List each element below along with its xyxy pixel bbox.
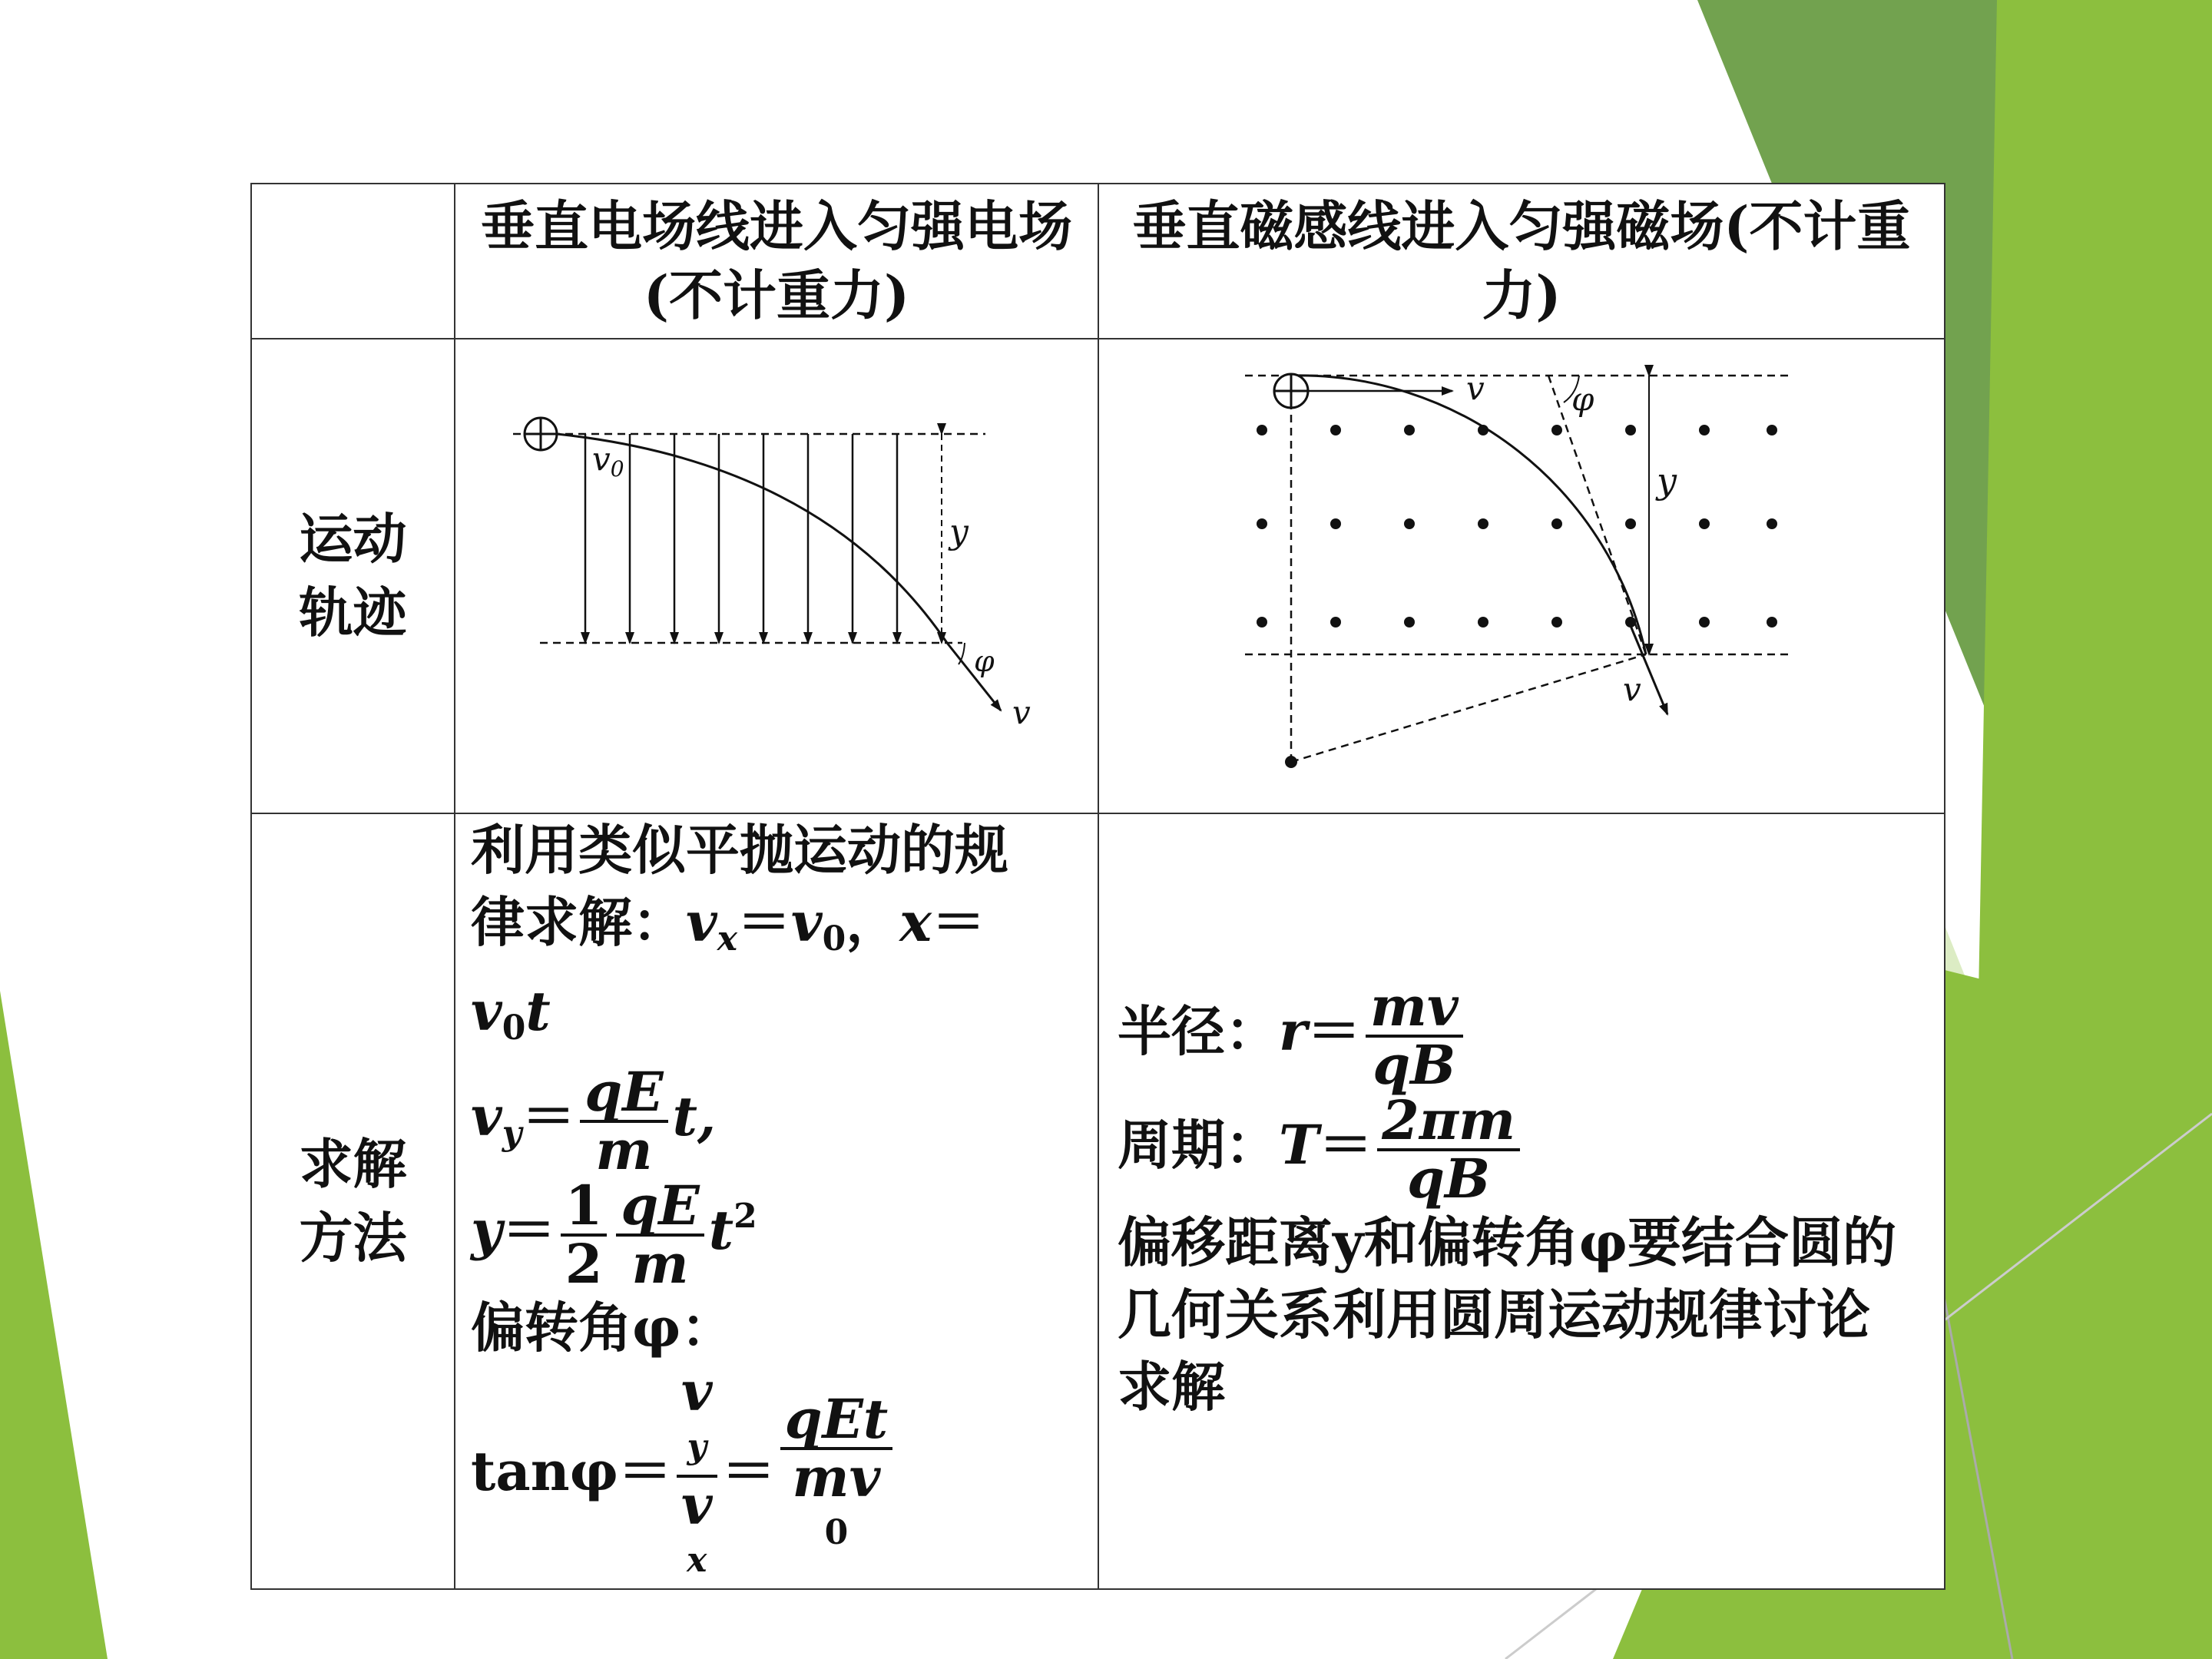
label-phi: φ: [974, 644, 995, 678]
magnetic-field-diagram: [1099, 339, 1944, 810]
fraction-qEt-mv0: qEt mv 0: [780, 1392, 893, 1561]
y-formula: y＝ $\frac{1}{2}$ $\frac{qE}{m}$ $t^2$: [471, 1174, 757, 1296]
comparison-table: [250, 183, 1945, 1590]
angle-label: 偏转角φ：: [471, 1296, 735, 1359]
fraction-mv-qB: $\frac{mv}{qB}$: [1366, 979, 1463, 1093]
tan-formula: tanφ＝ v y v x ＝ qEt mv 0: [471, 1364, 1055, 1588]
label-y: y: [1657, 460, 1677, 502]
label-v-bottom: v: [1623, 671, 1641, 708]
charge-icon: [525, 418, 557, 450]
magnetic-formulas: [1118, 975, 1916, 1423]
tangent-line: [1548, 376, 1646, 654]
radius-formula: 半径：r＝ $\frac{mv}{qB}$: [1118, 979, 1916, 1093]
field-lines: [585, 434, 897, 643]
method-row: [251, 813, 1945, 1589]
electric-intro: 利用类似平抛运动的规律求解：$v_x=v_0$，$x=v_0t$: [471, 818, 1008, 1048]
label-v0: v0: [592, 440, 624, 482]
fraction-qE-m: $\frac{qE}{m}$: [580, 1065, 667, 1178]
header-electric: 垂直电场线进入匀强电场(不计重力): [455, 184, 1098, 339]
trajectory-row: [251, 339, 1945, 813]
magnetic-diagram-cell: [1098, 339, 1945, 813]
trajectory-label: 运动轨迹: [251, 339, 455, 813]
exit-radius-line: [1291, 654, 1646, 762]
electric-field-diagram: [455, 339, 1098, 810]
vy-formula: $v_y=$ $\frac{qE}{m}$ t,: [471, 1060, 717, 1182]
fraction-vy-vx: v y v x: [677, 1364, 717, 1588]
label-phi: φ: [1571, 380, 1594, 418]
field-dots: [1257, 425, 1777, 768]
header-row: [251, 184, 1945, 339]
label-v: v: [1012, 694, 1031, 731]
electric-diagram-cell: [455, 339, 1098, 813]
green-stripe-left: [0, 991, 108, 1659]
header-magnetic: 垂直磁感线进入匀强磁场(不计重力): [1098, 184, 1945, 339]
label-v-top: v: [1466, 369, 1485, 407]
label-y: y: [949, 512, 969, 551]
fraction-half: $\frac{1}{2}$: [561, 1178, 608, 1292]
period-formula: 周期：T＝ $\frac{2\pi m}{qB}$: [1118, 1093, 1916, 1207]
magnetic-method-cell: [1098, 813, 1945, 1589]
fraction-qE-m-2: $\frac{qE}{m}$: [616, 1178, 704, 1292]
corner-cell: [251, 184, 455, 339]
electric-method-cell: [455, 813, 1098, 1589]
magnetic-note: 偏移距离y和偏转角φ要结合圆的几何关系利用圆周运动规律讨论求解: [1118, 1210, 1897, 1419]
method-label: 求解方法: [251, 813, 455, 1589]
charge-icon: [1274, 374, 1308, 408]
electric-formulas: [471, 814, 1055, 1588]
fraction-2pim-qB: $\frac{2\pi m}{qB}$: [1377, 1093, 1520, 1207]
